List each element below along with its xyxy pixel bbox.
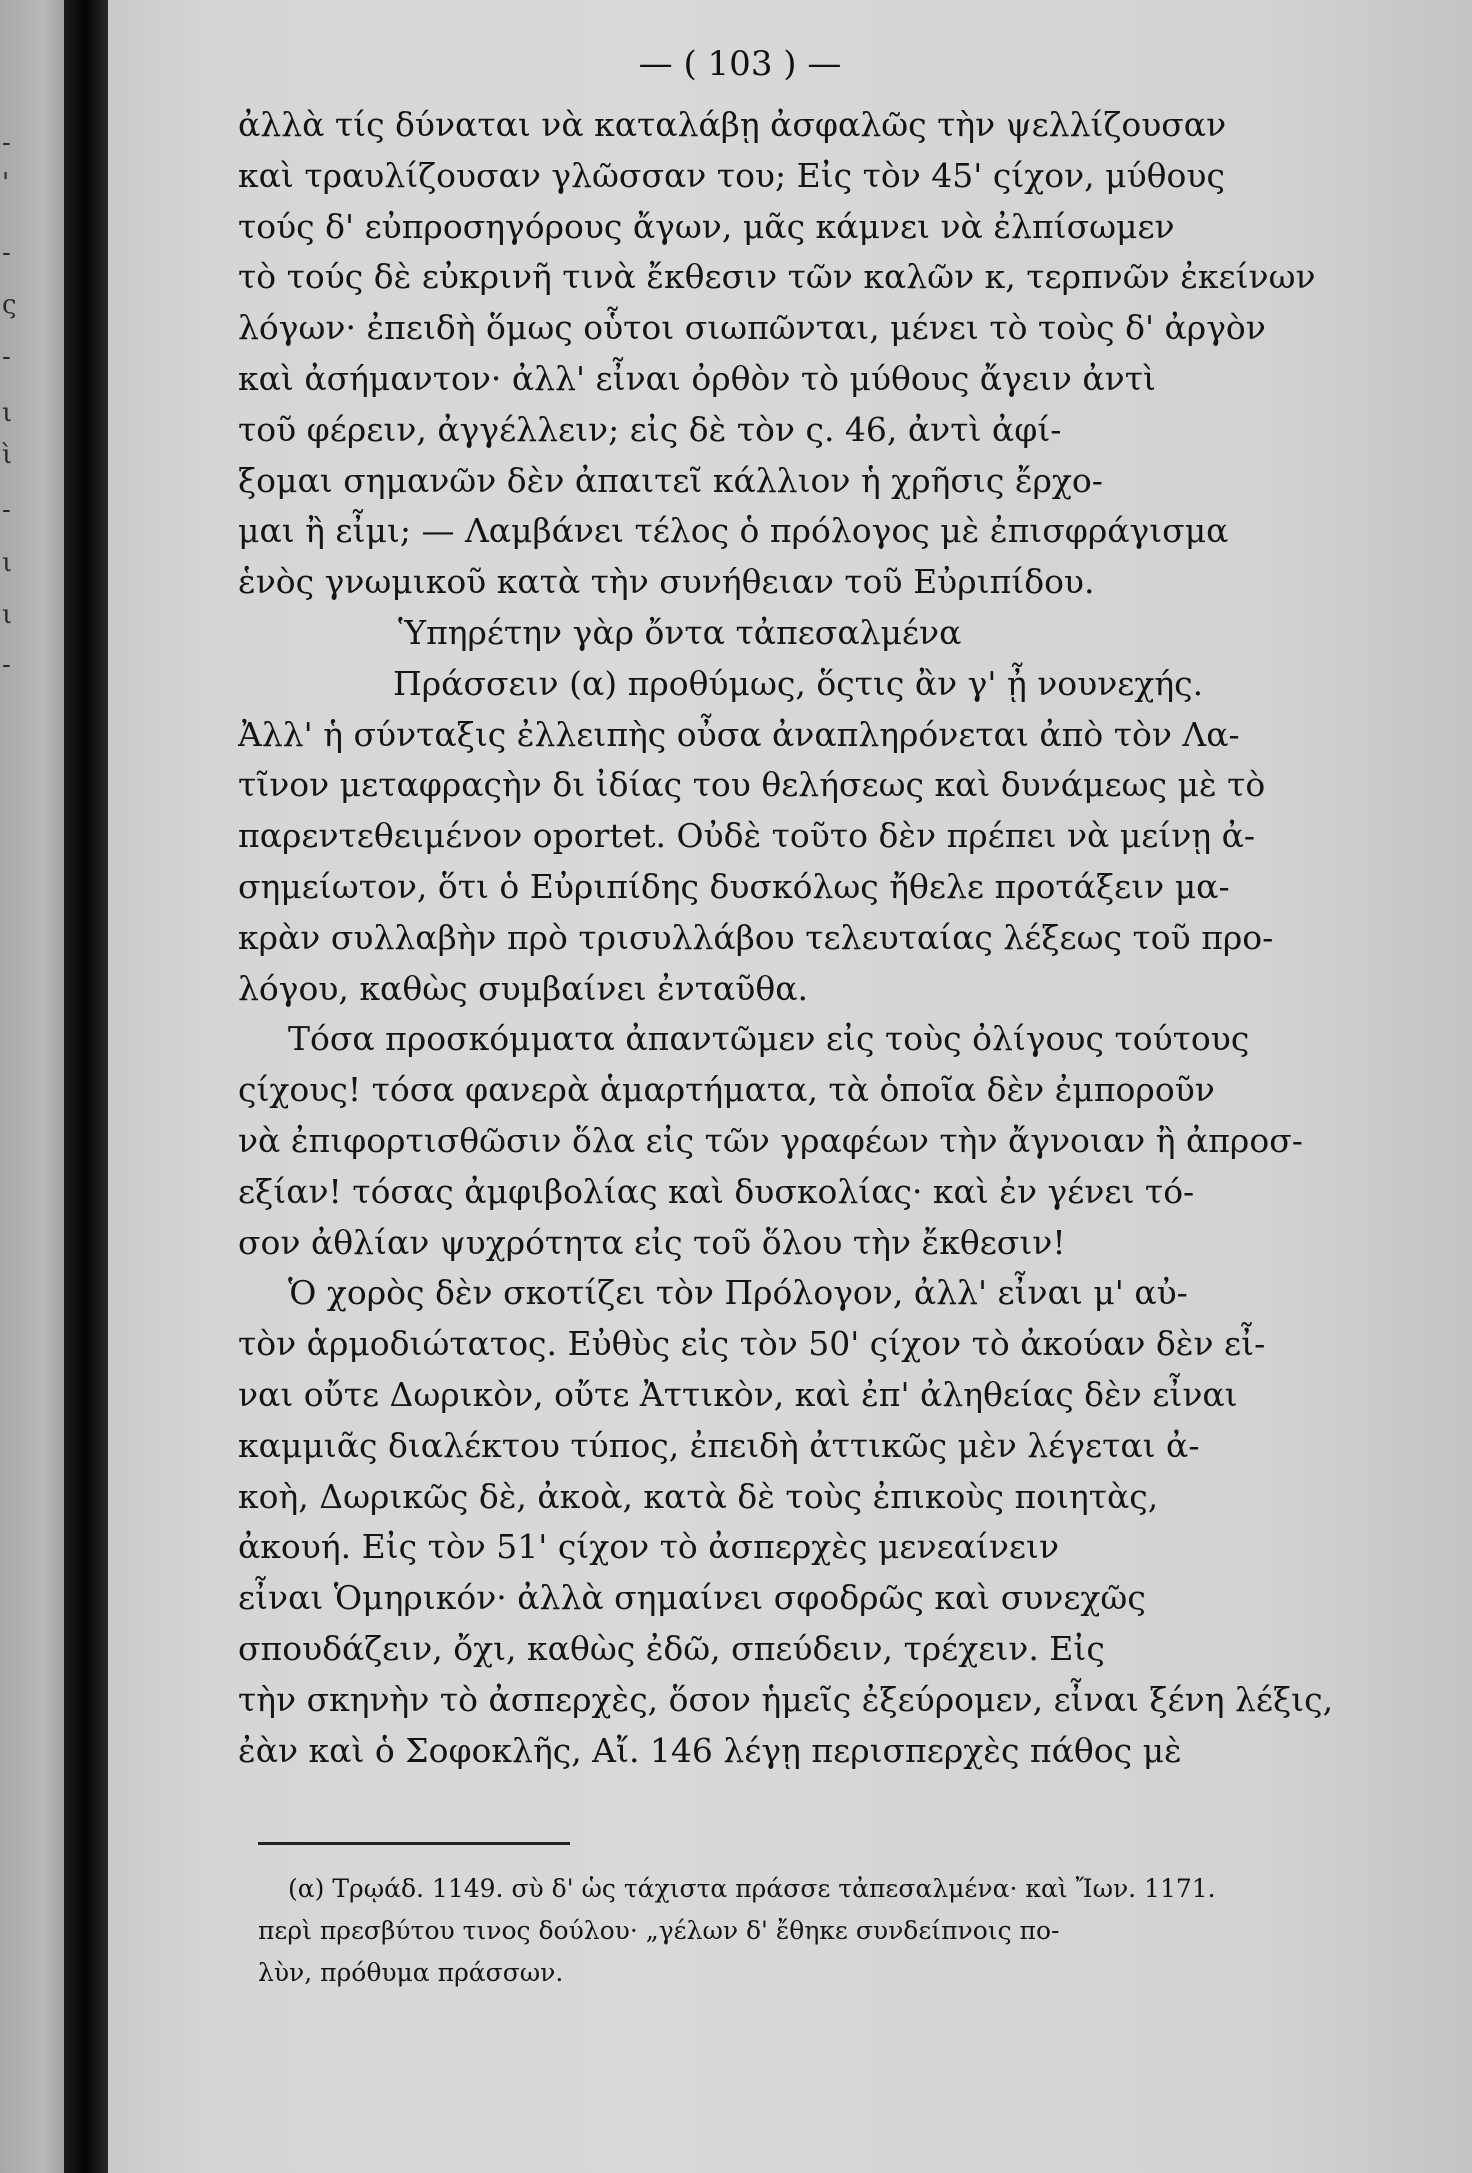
text-line: κοὴ, Δωρικῶς δὲ, ἀκοὰ, κατὰ δὲ τοὺς ἐπικοὺς ποιητὰς, [238, 1476, 1159, 1516]
text-line: τὸν ἁρμοδιώτατος. Εὐθὺς εἰς τὸν 50' ςίχον τὸ ἀκούαν δὲν εἶ- [238, 1324, 1266, 1364]
text-line: μαι ἢ εἶμι; — Λαμβάνει τέλος ὁ πρόλογος μὲ ἐπισφράγισμα [238, 511, 1229, 551]
margin-mark: - [2, 342, 11, 372]
text-line: τῖνον μεταφραςὴν δι ἰδίας του θελήσεως καὶ δυνάμεως μὲ τὸ [238, 765, 1266, 805]
margin-mark: - [2, 128, 11, 158]
text-line: καὶ τραυλίζουσαν γλῶσσαν του; Εἰς τὸν 45' ςίχον, μύθους [238, 155, 1225, 195]
text-line: εξίαν! τόσας ἀμφιβολίας καὶ δυσκολίας· καὶ ἐν γένει τό- [238, 1171, 1195, 1211]
text-line: Ὁ χορὸς δὲν σκοτίζει τὸν Πρόλογον, ἀλλ' εἶναι μ' αὐ- [288, 1273, 1188, 1313]
text-line: λόγου, καθὼς συμβαίνει ἐνταῦθα. [238, 968, 809, 1008]
text-line: τὴν σκηνὴν τὸ ἀσπερχὲς, ὅσον ἡμεῖς ἐξεύρομεν, εἶναι ξένη λέξις, [238, 1679, 1334, 1719]
book-spine-shadow [64, 0, 108, 2173]
text-line: σημείωτον, ὅτι ὁ Εὐριπίδης δυσκόλως ἤθελε προτάξειν μα- [238, 866, 1230, 906]
page-number: — ( 103 ) — [638, 44, 842, 84]
text-line: καμμιᾶς διαλέκτου τύπος, ἐπειδὴ ἀττικῶς μὲν λέγεται ἀ- [238, 1425, 1200, 1465]
text-line: τοῦ φέρειν, ἀγγέλλειν; εἰς δὲ τὸν ς. 46, ἀντὶ ἀφί- [238, 409, 1062, 449]
margin-mark: ' [2, 168, 10, 198]
text-line: τὸ τούς δὲ εὐκρινῆ τινὰ ἔκθεσιν τῶν καλῶν κ, τερπνῶν ἐκείνων [238, 257, 1316, 297]
footnotes [258, 1868, 1378, 1994]
text-line: ἀκουή. Εἰς τὸν 51' ςίχον τὸ ἀσπερχὲς μενεαίνειν [238, 1527, 1060, 1567]
margin-mark: ὶ [2, 440, 13, 470]
margin-mark: ι [2, 548, 13, 578]
margin-mark: ι [2, 600, 13, 630]
text-line: ἐὰν καὶ ὁ Σοφοκλῆς, Αἴ. 146 λέγῃ περισπερχὲς πάθος μὲ [238, 1730, 1182, 1770]
text-line: Τόσα προσκόμματα ἀπαντῶμεν εἰς τοὺς ὀλίγους τούτους [288, 1019, 1250, 1059]
margin-mark: - [2, 495, 11, 525]
text-line: εἶναι Ὁμηρικόν· ἀλλὰ σημαίνει σφοδρῶς καὶ συνεχῶς [238, 1578, 1146, 1618]
text-line: ἀλλὰ τίς δύναται νὰ καταλάβῃ ἀσφαλῶς τὴν ψελλίζουσαν [238, 105, 1227, 144]
book-page [108, 0, 1472, 2173]
margin-mark: - [2, 238, 11, 268]
text-line: σον ἀθλίαν ψυχρότητα εἰς τοῦ ὅλου τὴν ἔκθεσιν! [238, 1222, 1066, 1262]
text-line: Ἀλλ' ἡ σύνταξις ἐλλειπὴς οὖσα ἀναπληρόνεται ἀπὸ τὸν Λα- [238, 714, 1240, 754]
page-header [58, 38, 1422, 90]
verse-line: Πράσσειν (α) προθύμως, ὅςτις ἂν γ' ᾖ νουνεχής. [393, 663, 1204, 703]
text-line: παρεντεθειμένον oportet. Οὐδὲ τοῦτο δὲν πρέπει νὰ μείνῃ ἀ- [238, 816, 1256, 856]
verse-line: Ὑπηρέτην γὰρ ὄντα τἀπεσαλμένα [398, 612, 962, 652]
text-line: ἑνὸς γνωμικοῦ κατὰ τὴν συνήθειαν τοῦ Εὐριπίδου. [238, 562, 1095, 602]
adjacent-page-edge [0, 0, 72, 2173]
text-line: κρὰν συλλαβὴν πρὸ τρισυλλάβου τελευταίας λέξεως τοῦ προ- [238, 917, 1274, 957]
text-line: ςίχους! τόσα φανερὰ ἁμαρτήματα, τὰ ὁποῖα δὲν ἐμποροῦν [238, 1070, 1215, 1110]
footnote-line: (α) Τρῳάδ. 1149. σὺ δ' ὡς τάχιστα πράσσε τἀπεσαλμένα· καὶ Ἴων. 1171. [288, 1874, 1216, 1903]
margin-mark: - [2, 650, 11, 680]
main-text [238, 100, 1368, 1776]
text-line: ναι οὔτε Δωρικὸν, οὔτε Ἀττικὸν, καὶ ἐπ' ἀληθείας δὲν εἶναι [238, 1374, 1238, 1414]
footnote-line: περὶ πρεσβύτου τινος δούλου· „γέλων δ' ἔθηκε συνδείπνοις πο- [258, 1916, 1060, 1945]
text-line: ξομαι σημανῶν δὲν ἀπαιτεῖ κάλλιον ἡ χρῆσις ἔρχο- [238, 460, 1103, 500]
footnote-line: λὺν, πρόθυμα πράσσων. [258, 1958, 564, 1987]
text-line: λόγων· ἐπειδὴ ὅμως οὗτοι σιωπῶνται, μένει τὸ τοὺς δ' ἀργὸν [238, 308, 1266, 348]
text-line: σπουδάζειν, ὄχι, καθὼς ἐδῶ, σπεύδειν, τρέχειν. Εἰς [238, 1628, 1105, 1668]
text-line: νὰ ἐπιφορτισθῶσιν ὅλα εἰς τῶν γραφέων τὴν ἄγνοιαν ἢ ἀπροσ- [238, 1120, 1303, 1160]
margin-mark: ι [2, 398, 13, 428]
footnote-rule [258, 1842, 570, 1845]
text-line: καὶ ἀσήμαντον· ἀλλ' εἶναι ὀρθὸν τὸ μύθους ἄγειν ἀντὶ [238, 358, 1156, 398]
text-line: τούς δ' εὐπροσηγόρους ἄγων, μᾶς κάμνει νὰ ἐλπίσωμεν [238, 206, 1175, 246]
margin-mark: ς [2, 290, 17, 320]
